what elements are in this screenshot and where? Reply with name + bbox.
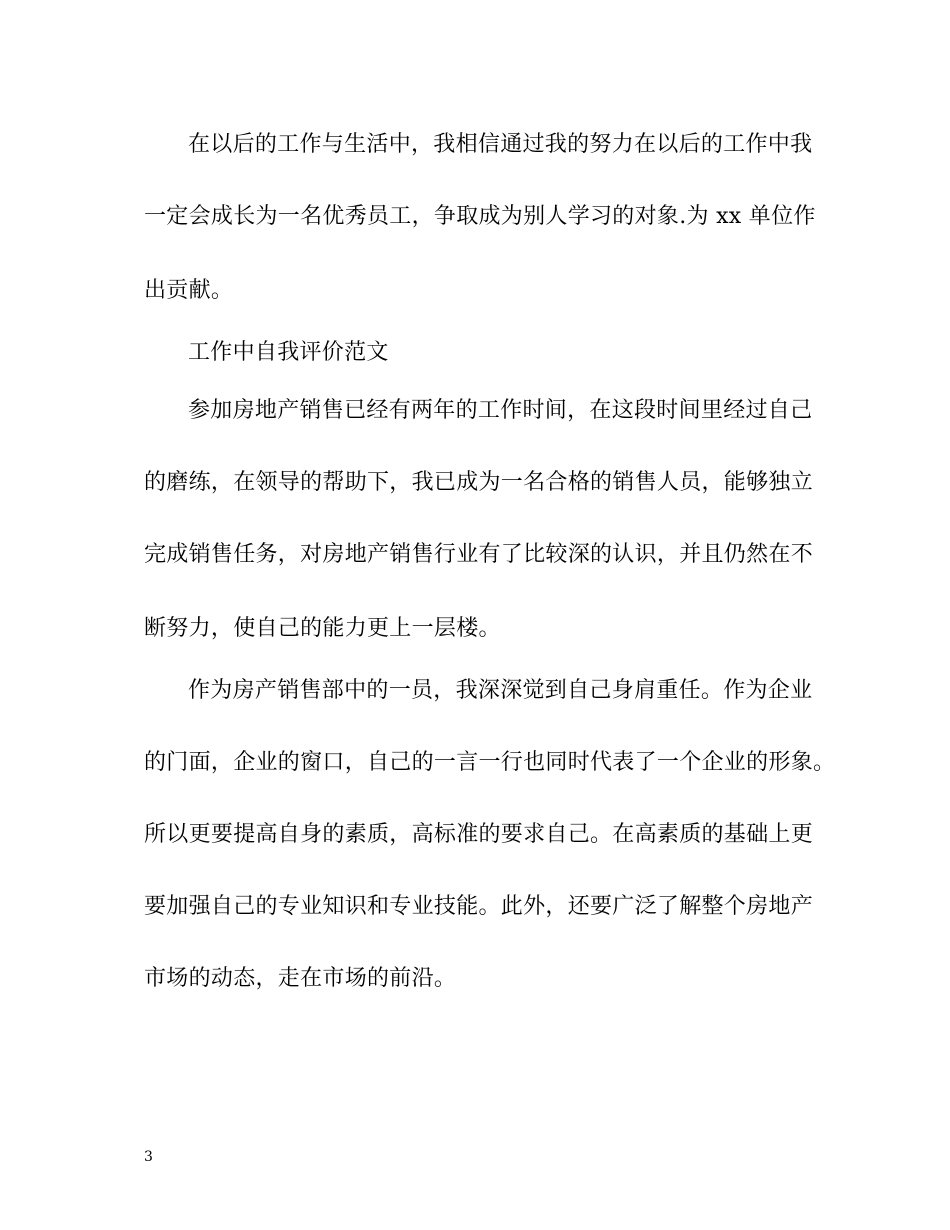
paragraph-2-line-1: 参加房地产销售已经有两年的工作时间，在这段时间里经过自己: [188, 398, 813, 423]
paragraph-1-line-3: 出贡献。: [144, 278, 234, 303]
paragraph-3-line-5: 市场的动态，走在市场的前沿。: [144, 966, 457, 991]
paragraph-1-line-1: 在以后的工作与生活中，我相信通过我的努力在以后的工作中我: [188, 132, 813, 157]
paragraph-2-line-3: 完成销售任务，对房地产销售行业有了比较深的认识，并且仍然在不: [144, 542, 814, 567]
paragraph-1-line-2: 一定会成长为一名优秀员工，争取成为别人学习的对象.为 xx 单位作: [144, 204, 816, 229]
page-number: 3: [144, 1149, 153, 1165]
paragraph-3-line-2: 的门面，企业的窗口，自己的一言一行也同时代表了一个企业的形象。: [144, 750, 836, 775]
paragraph-3-line-4: 要加强自己的专业知识和专业技能。此外，还要广泛了解整个房地产: [144, 894, 814, 919]
paragraph-2-line-4: 断努力，使自己的能力更上一层楼。: [144, 616, 501, 641]
paragraph-3-line-3: 所以更要提高自身的素质，高标准的要求自己。在高素质的基础上更: [144, 822, 814, 847]
paragraph-2-line-2: 的磨练，在领导的帮助下，我已成为一名合格的销售人员，能够独立: [144, 470, 814, 495]
section-heading: 工作中自我评价范文: [188, 340, 389, 365]
paragraph-3-line-1: 作为房产销售部中的一员，我深深觉到自己身肩重任。作为企业: [188, 678, 813, 703]
